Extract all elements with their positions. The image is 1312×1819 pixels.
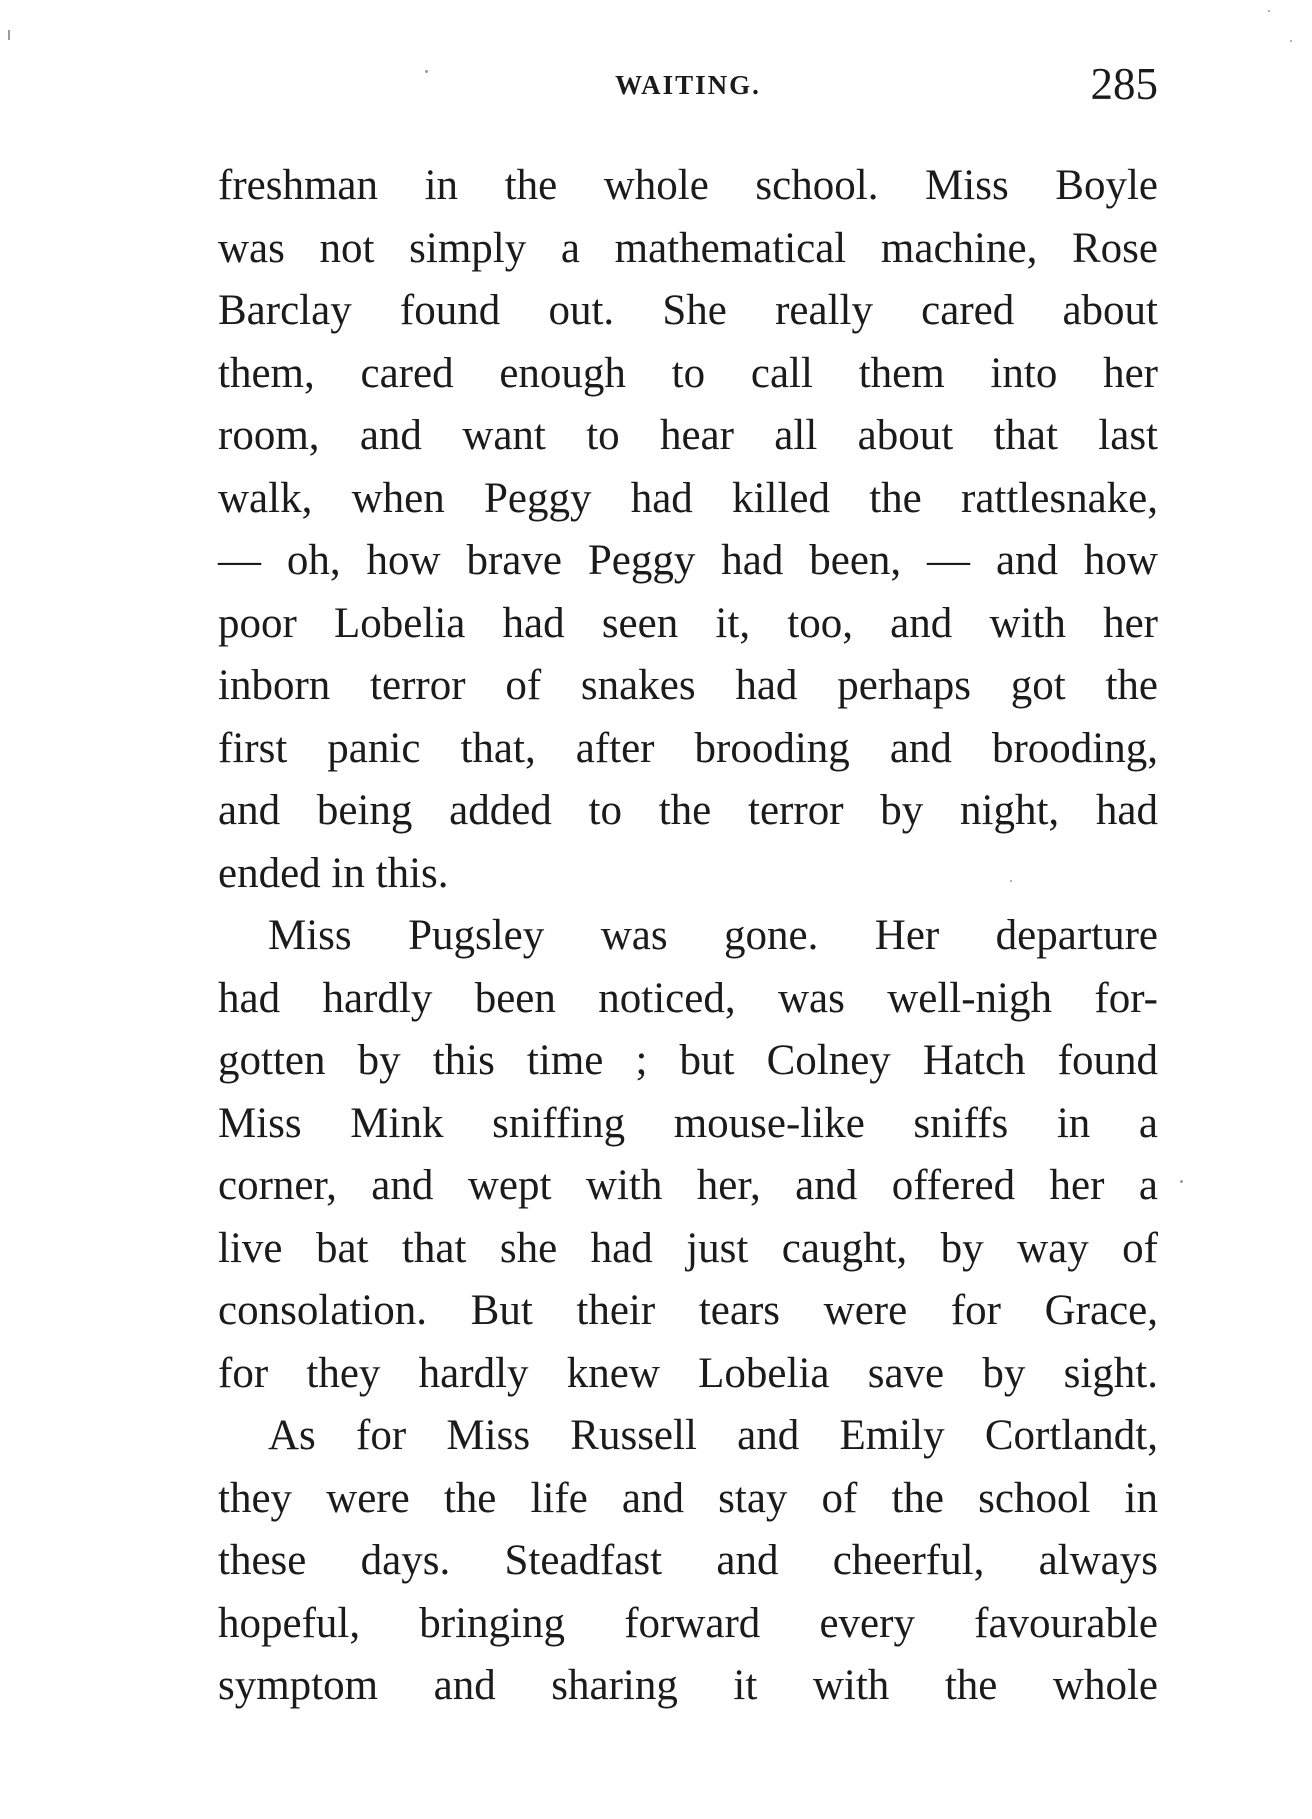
- paragraph-1: [218, 155, 1158, 905]
- text-line: Barclay found out. She really cared about: [218, 287, 1158, 334]
- page-number: 285: [1090, 59, 1158, 109]
- text-line: — oh, how brave Peggy had been, — and how: [218, 537, 1158, 584]
- text-line: live bat that she had just caught, by way of: [218, 1224, 1158, 1272]
- running-head: [218, 58, 1158, 118]
- text-line: Miss Mink sniffing mouse-like sniffs in a: [218, 1099, 1158, 1147]
- text-line: ended in this.: [218, 849, 449, 897]
- text-line: walk, when Peggy had killed the rattlesnake,: [218, 474, 1158, 522]
- text-line: freshman in the whole school. Miss Boyle: [218, 162, 1158, 209]
- text-line: them, cared enough to call them into her: [218, 349, 1158, 397]
- print-speck: [1290, 40, 1292, 42]
- text-line: for they hardly knew Lobelia save by sight.: [218, 1349, 1158, 1397]
- text-line: these days. Steadfast and cheerful, always: [218, 1537, 1158, 1584]
- print-speck: [425, 70, 428, 73]
- print-speck: [8, 30, 10, 40]
- text-line: consolation. But their tears were for Grace,: [218, 1287, 1158, 1334]
- text-line: Miss Pugsley was gone. Her departure: [268, 912, 1158, 959]
- text-line: was not simply a mathematical machine, Rose: [218, 224, 1158, 272]
- running-title: WAITING.: [615, 70, 761, 100]
- text-line: poor Lobelia had seen it, too, and with her: [218, 599, 1158, 647]
- text-line: and being added to the terror by night, had: [218, 787, 1158, 834]
- text-line: corner, and wept with her, and offered her a: [218, 1162, 1158, 1209]
- text-line: inborn terror of snakes had perhaps got the: [218, 662, 1158, 709]
- text-line: had hardly been noticed, was well-nigh for-: [218, 974, 1158, 1022]
- text-line: symptom and sharing it with the whole: [218, 1662, 1158, 1709]
- text-line: gotten by this time ; but Colney Hatch found: [218, 1037, 1158, 1084]
- print-speck: [1268, 10, 1270, 12]
- text-line: first panic that, after brooding and brooding,: [218, 724, 1158, 772]
- text-line: room, and want to hear all about that last: [218, 412, 1158, 459]
- print-speck: [1180, 1180, 1183, 1183]
- paragraph-2: [218, 905, 1158, 1405]
- body-text: [218, 155, 1158, 1718]
- text-line: hopeful, bringing forward every favourable: [218, 1599, 1158, 1647]
- text-line: they were the life and stay of the school in: [218, 1474, 1158, 1522]
- print-speck: [1010, 880, 1012, 882]
- text-line: As for Miss Russell and Emily Cortlandt,: [268, 1412, 1158, 1459]
- paragraph-3: [218, 1405, 1158, 1718]
